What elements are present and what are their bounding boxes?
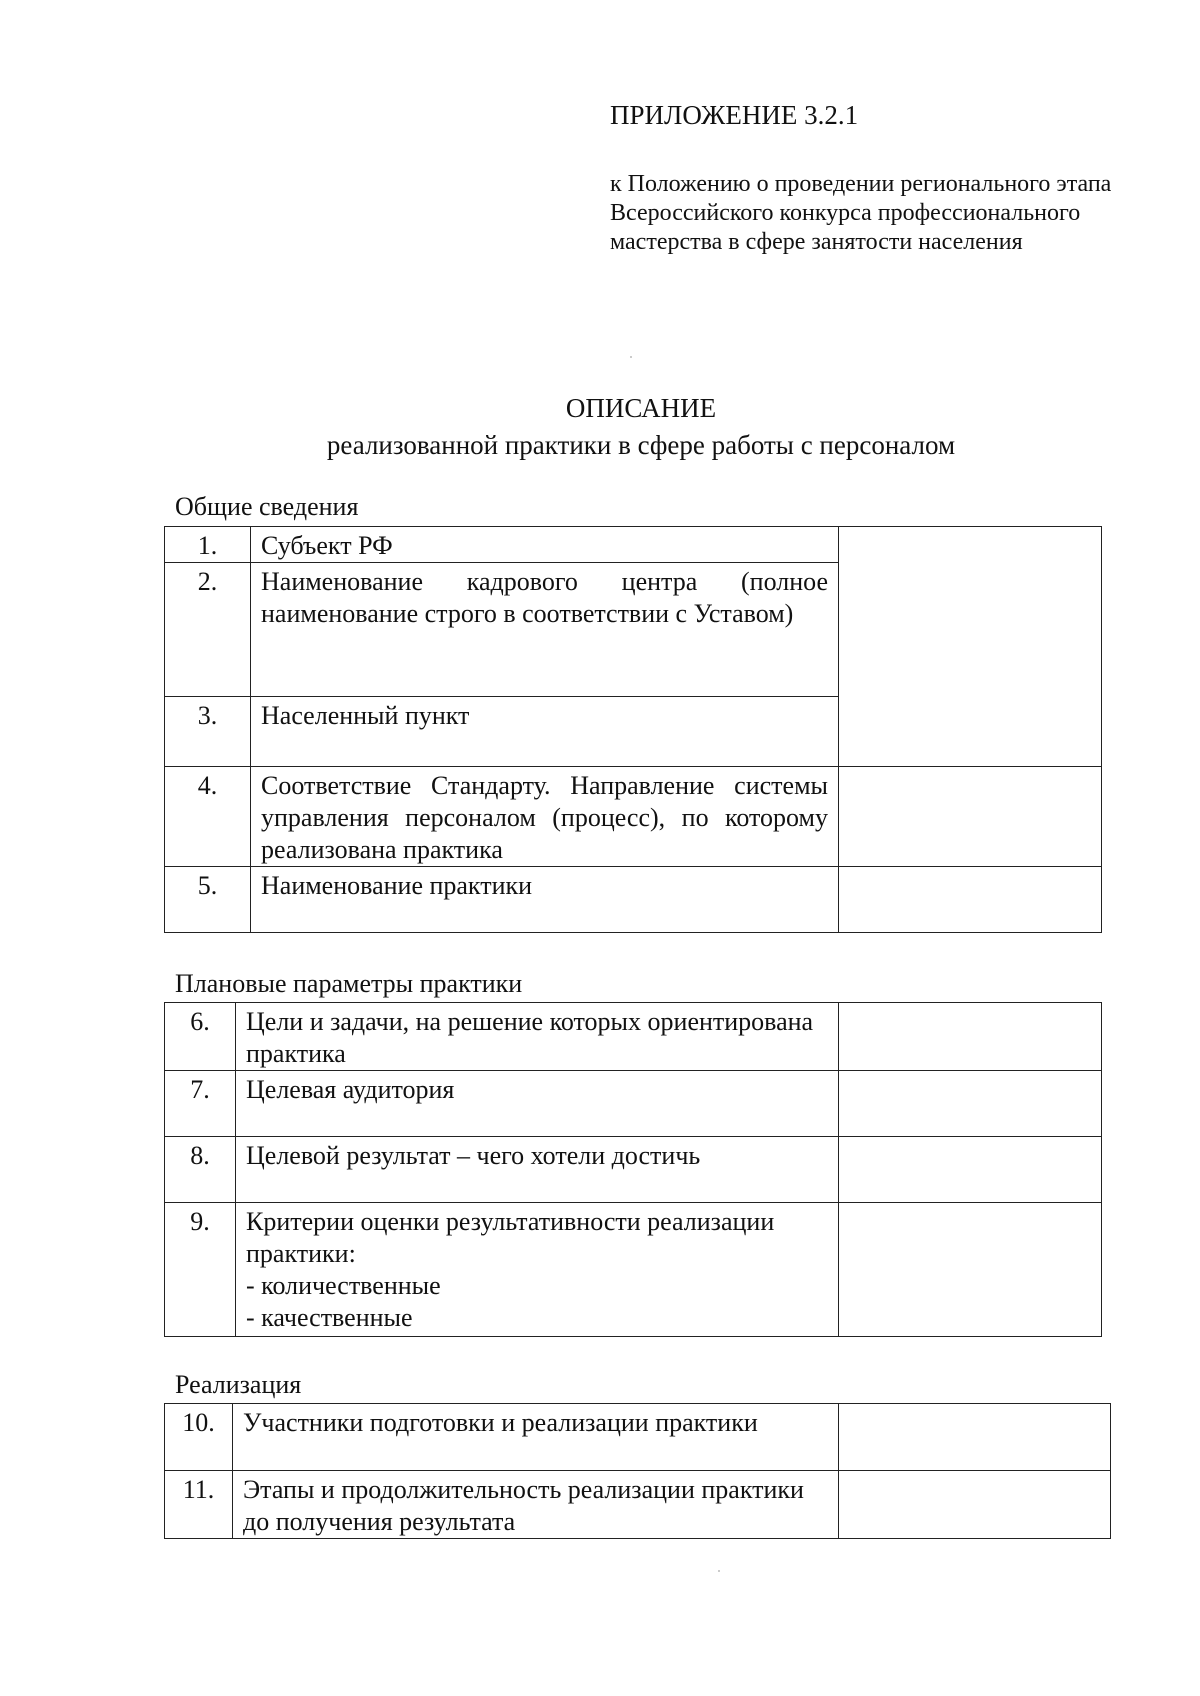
answer-cell[interactable] bbox=[839, 1003, 1102, 1071]
general-table bbox=[164, 526, 1102, 933]
row-sublabel: - количественные bbox=[246, 1271, 441, 1300]
answer-cell[interactable] bbox=[839, 1137, 1102, 1203]
document-title: ОПИСАНИЕ bbox=[565, 393, 717, 423]
row-number: 9. bbox=[165, 1203, 236, 1337]
answer-cell[interactable] bbox=[839, 527, 1102, 767]
row-number: 11. bbox=[165, 1471, 233, 1539]
row-label: Целевая аудитория bbox=[236, 1071, 839, 1137]
table-row bbox=[165, 1003, 1102, 1071]
implementation-table bbox=[164, 1403, 1111, 1539]
table-row bbox=[165, 1137, 1102, 1203]
answer-cell[interactable] bbox=[839, 1203, 1102, 1337]
row-label: Наименование кадрового центра (полное наименование строго в соответствии с Уставом) bbox=[251, 563, 839, 697]
section-implementation-heading: Реализация bbox=[175, 1370, 302, 1399]
row-label: Этапы и продолжительность реализации практики до получения результата bbox=[233, 1471, 839, 1539]
table-row bbox=[165, 767, 1102, 867]
row-number: 7. bbox=[165, 1071, 236, 1137]
row-label: Участники подготовки и реализации практики bbox=[233, 1404, 839, 1471]
row-number: 10. bbox=[165, 1404, 233, 1471]
row-label: Цели и задачи, на решение которых ориентирована практика bbox=[236, 1003, 839, 1071]
row-label: Критерии оценки результативности реализации практики: bbox=[246, 1207, 775, 1268]
answer-cell[interactable] bbox=[839, 867, 1102, 933]
answer-cell[interactable] bbox=[839, 1471, 1111, 1539]
table-row bbox=[165, 527, 1102, 563]
row-number: 6. bbox=[165, 1003, 236, 1071]
table-row bbox=[165, 1071, 1102, 1137]
document-subtitle: реализованной практики в сфере работы с персоналом bbox=[326, 430, 956, 460]
answer-cell[interactable] bbox=[839, 1071, 1102, 1137]
answer-cell[interactable] bbox=[839, 767, 1102, 867]
scan-speck bbox=[718, 1570, 720, 1572]
row-number: 5. bbox=[165, 867, 251, 933]
section-general-heading: Общие сведения bbox=[175, 492, 359, 521]
row-number: 1. bbox=[165, 527, 251, 563]
row-label: Субъект РФ bbox=[251, 527, 839, 563]
row-label: Населенный пункт bbox=[251, 697, 839, 767]
row-label: Наименование практики bbox=[251, 867, 839, 933]
table-row bbox=[165, 867, 1102, 933]
row-number: 2. bbox=[165, 563, 251, 697]
row-label-group bbox=[236, 1203, 839, 1337]
scan-speck bbox=[630, 356, 632, 358]
row-number: 8. bbox=[165, 1137, 236, 1203]
appendix-subtitle: к Положению о проведении регионального этапа Всероссийского конкурса профессионального мастерства в сфере занятости населения bbox=[610, 171, 1112, 255]
planned-table bbox=[164, 1002, 1102, 1337]
appendix-title: ПРИЛОЖЕНИЕ 3.2.1 bbox=[610, 100, 859, 130]
row-number: 4. bbox=[165, 767, 251, 867]
row-label: Целевой результат – чего хотели достичь bbox=[236, 1137, 839, 1203]
row-sublabel: - качественные bbox=[246, 1303, 413, 1332]
answer-cell[interactable] bbox=[839, 1404, 1111, 1471]
table-row bbox=[165, 1404, 1111, 1471]
section-planned-heading: Плановые параметры практики bbox=[175, 969, 523, 998]
table-row bbox=[165, 1471, 1111, 1539]
row-number: 3. bbox=[165, 697, 251, 767]
table-row bbox=[165, 1203, 1102, 1337]
row-label: Соответствие Стандарту. Направление системы управления персоналом (процесс), по которому реализована практика bbox=[251, 767, 839, 867]
